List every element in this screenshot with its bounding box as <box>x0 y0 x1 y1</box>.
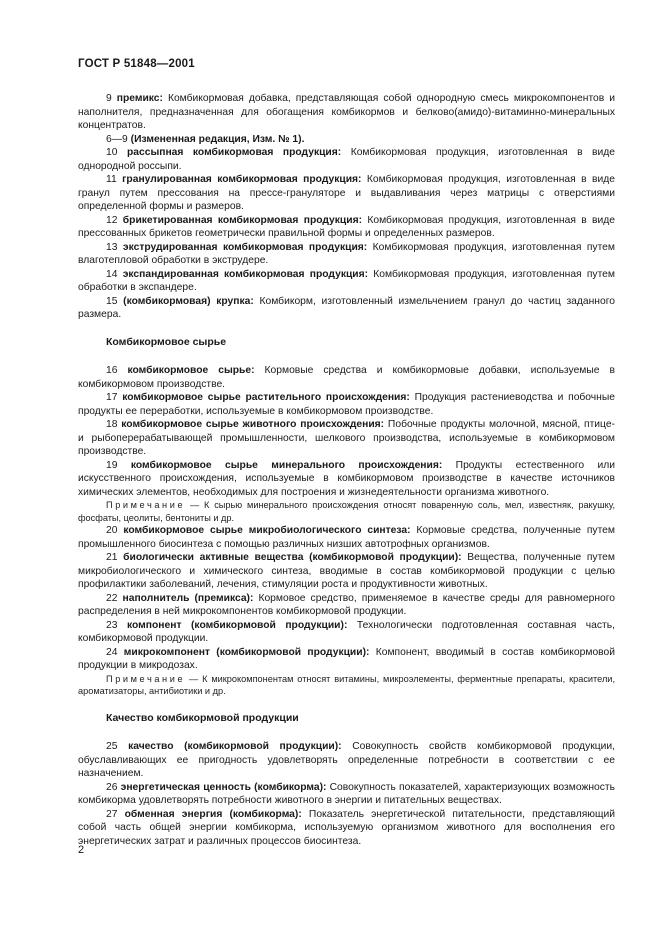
term-name: (комбикормовая) крупка: <box>123 295 254 307</box>
term-entry <box>78 146 615 173</box>
entry-number: 17 <box>106 392 118 403</box>
term-name: комбикормовое сырье растительного происхождения: <box>122 392 410 403</box>
term-definition: Продукты естественного или искусственного происхождения, используемые в комбикормовом производстве в качестве источников химических элементов, необходимых для построения и жизнедеятельности организма животного. <box>78 459 615 498</box>
term-name: брикетированная комбикормовая продукция: <box>122 214 363 226</box>
entry-number: 19 <box>106 459 118 471</box>
entry-number: 22 <box>106 592 118 604</box>
term-entry <box>78 364 615 391</box>
term-name: комбикормовое сырье микробиологического синтеза: <box>123 525 411 536</box>
term-entry <box>78 92 615 133</box>
entry-number: 20 <box>106 525 118 536</box>
note-label: Примечание <box>106 673 186 684</box>
entry-number: 18 <box>106 419 118 430</box>
term-entry <box>78 241 615 268</box>
term-name: экструдированная комбикормовая продукция: <box>122 241 368 253</box>
term-entry <box>78 646 615 673</box>
document-code: ГОСТ Р 51848—2001 <box>78 58 195 70</box>
term-definition: Комбикормовая добавка, представляющая собой однородную смесь микрокомпонентов и наполнителя, предназначенная для обогащения комбикормов и белково(амидо)-витаминно-минеральных концентратов. <box>78 93 615 131</box>
page-number: 2 <box>78 844 85 856</box>
term-name: рассыпная комбикормовая продукция: <box>126 147 342 158</box>
note-text: — К микрокомпонентам относят витамины, микроэлементы, ферментные препараты, красители, ароматизаторы, антибиотики и др. <box>78 673 615 696</box>
term-definition: Кормовое средство, применяемое в качестве среды для равномерного распределения в ней микрокомпонентов комбикормовой продукции. <box>78 592 615 617</box>
term-definition: Комбикормовая продукция, изготовленная путем обработки в экспандере. <box>78 268 615 293</box>
term-definition: Кормовые средства и комбикормовые добавки, используемые в комбикормовом производстве. <box>78 365 615 390</box>
term-name: гранулированная комбикормовая продукция: <box>122 174 362 185</box>
term-entry <box>78 133 615 147</box>
note <box>78 673 615 698</box>
entry-number: 9 <box>106 93 112 104</box>
term-definition: Совокупность показателей, характеризующих возможность комбикорма удовлетворять потребности животного в энергии и питательных веществах. <box>78 781 615 806</box>
term-entry <box>78 295 615 322</box>
note-label: Примечание <box>106 500 186 510</box>
term-entry <box>78 619 615 646</box>
term-name: комбикормовое сырье животного происхождения: <box>121 419 385 430</box>
entry-number: 14 <box>106 268 118 280</box>
term-entry <box>78 214 615 241</box>
term-entry <box>78 592 615 619</box>
entry-number: 12 <box>106 214 118 226</box>
term-name: комбикормовое сырье минерального происхождения: <box>130 459 443 471</box>
term-name: биологически активные вещества (комбикормовой продукции): <box>123 552 462 563</box>
term-definition: Показатель энергетической питательности, представляющий собой часть общей энергии комбикорма, используемую организмом животного для восполнения его энергетических затрат и различных процессов биосинтеза. <box>78 808 615 847</box>
section-title: Комбикормовое сырье <box>106 335 227 348</box>
note-text: — К сырью минерального происхождения относят поваренную соль, мел, известняк, ракушку, фосфаты, цеолиты, бентониты и др. <box>78 500 615 523</box>
term-entry <box>78 781 615 808</box>
entry-number: 11 <box>106 174 117 185</box>
term-definition: Комбикормовая продукция, изготовленная путем влаготепловой обработки в экструдере. <box>78 241 615 266</box>
term-entry <box>78 459 615 500</box>
term-name: наполнитель (премикса): <box>122 592 254 604</box>
term-entry <box>78 740 615 781</box>
entry-number: 15 <box>106 295 118 307</box>
term-entry <box>78 391 615 418</box>
entry-number: 27 <box>106 808 118 820</box>
term-name: экспандированная комбикормовая продукция: <box>122 268 369 280</box>
term-entry <box>78 551 615 592</box>
term-entry <box>78 808 615 849</box>
term-definition: Вещества, полученные путем микробиологического и химического синтеза, вводимые в состав комбикормовой продукции с целью профилактики заболеваний, лечения, стимуляции роста и продуктивности животных. <box>78 552 615 590</box>
term-name: качество (комбикормовой продукции): <box>128 741 342 752</box>
term-name: микрокомпонент (комбикормовой продукции): <box>123 646 370 658</box>
term-entry <box>78 268 615 295</box>
term-definition: Совокупность свойств комбикормовой продукции, обуславливающих ее пригодность удовлетворять определенные потребности в соответствии с ее назначением. <box>78 741 615 779</box>
term-definition: Комбикормовая продукция, изготовленная в виде однородной россыпи. <box>78 147 615 172</box>
entry-number: 6—9 <box>106 133 128 145</box>
term-definition: Продукция растениеводства и побочные продукты ее переработки, используемые в комбикормовом производстве. <box>78 392 615 417</box>
term-name: энергетическая ценность (комбикорма): <box>120 781 327 793</box>
term-definition: Комбикормовая продукция, изготовленная в виде гранул путем прессования на прессе-грануляторе и выдавливания через матрицы с отверстиями определенной формы и размеров. <box>78 174 615 212</box>
term-name: комбикормовое сырье: <box>127 365 255 376</box>
section-title: Качество комбикормовой продукции <box>106 711 299 724</box>
term-name: обменная энергия (комбикорма): <box>124 808 302 820</box>
term-definition: Кормовые средства, полученные путем промышленного биосинтеза с помощью различных низших автотрофных организмов. <box>78 525 615 550</box>
entry-number: 24 <box>106 646 118 658</box>
entry-number: 23 <box>106 619 118 631</box>
term-definition: Компонент, вводимый в состав комбикормовой продукции в микродозах. <box>78 646 616 671</box>
note <box>78 499 615 524</box>
document-body <box>78 92 615 848</box>
entry-number: 13 <box>106 241 118 253</box>
term-entry <box>78 524 615 551</box>
term-definition: Комбикормовая продукция, изготовленная в виде прессованных брикетов геометрически правильной формы и определенных размеров. <box>78 214 615 239</box>
entry-number: 25 <box>106 741 118 752</box>
term-definition: Побочные продукты молочной, мясной, птице- и рыбоперерабатывающей промышленности, шелкового производства, используемые в комбикормовом производстве. <box>78 419 615 457</box>
term-name: (Измененная редакция, Изм. № 1). <box>130 133 305 145</box>
entry-number: 10 <box>106 147 118 158</box>
term-definition: Технологически подготовленная составная часть, комбикормовой продукции. <box>78 619 615 644</box>
entry-number: 26 <box>106 781 118 793</box>
entry-number: 16 <box>106 365 118 376</box>
term-definition: Комбикорм, изготовленный измельчением гранул до частиц заданного размера. <box>78 295 615 320</box>
term-entry <box>78 418 615 459</box>
term-name: премикс: <box>116 93 163 104</box>
term-name: компонент (комбикормовой продукции): <box>126 619 348 631</box>
entry-number: 21 <box>106 552 118 563</box>
term-entry <box>78 173 615 214</box>
